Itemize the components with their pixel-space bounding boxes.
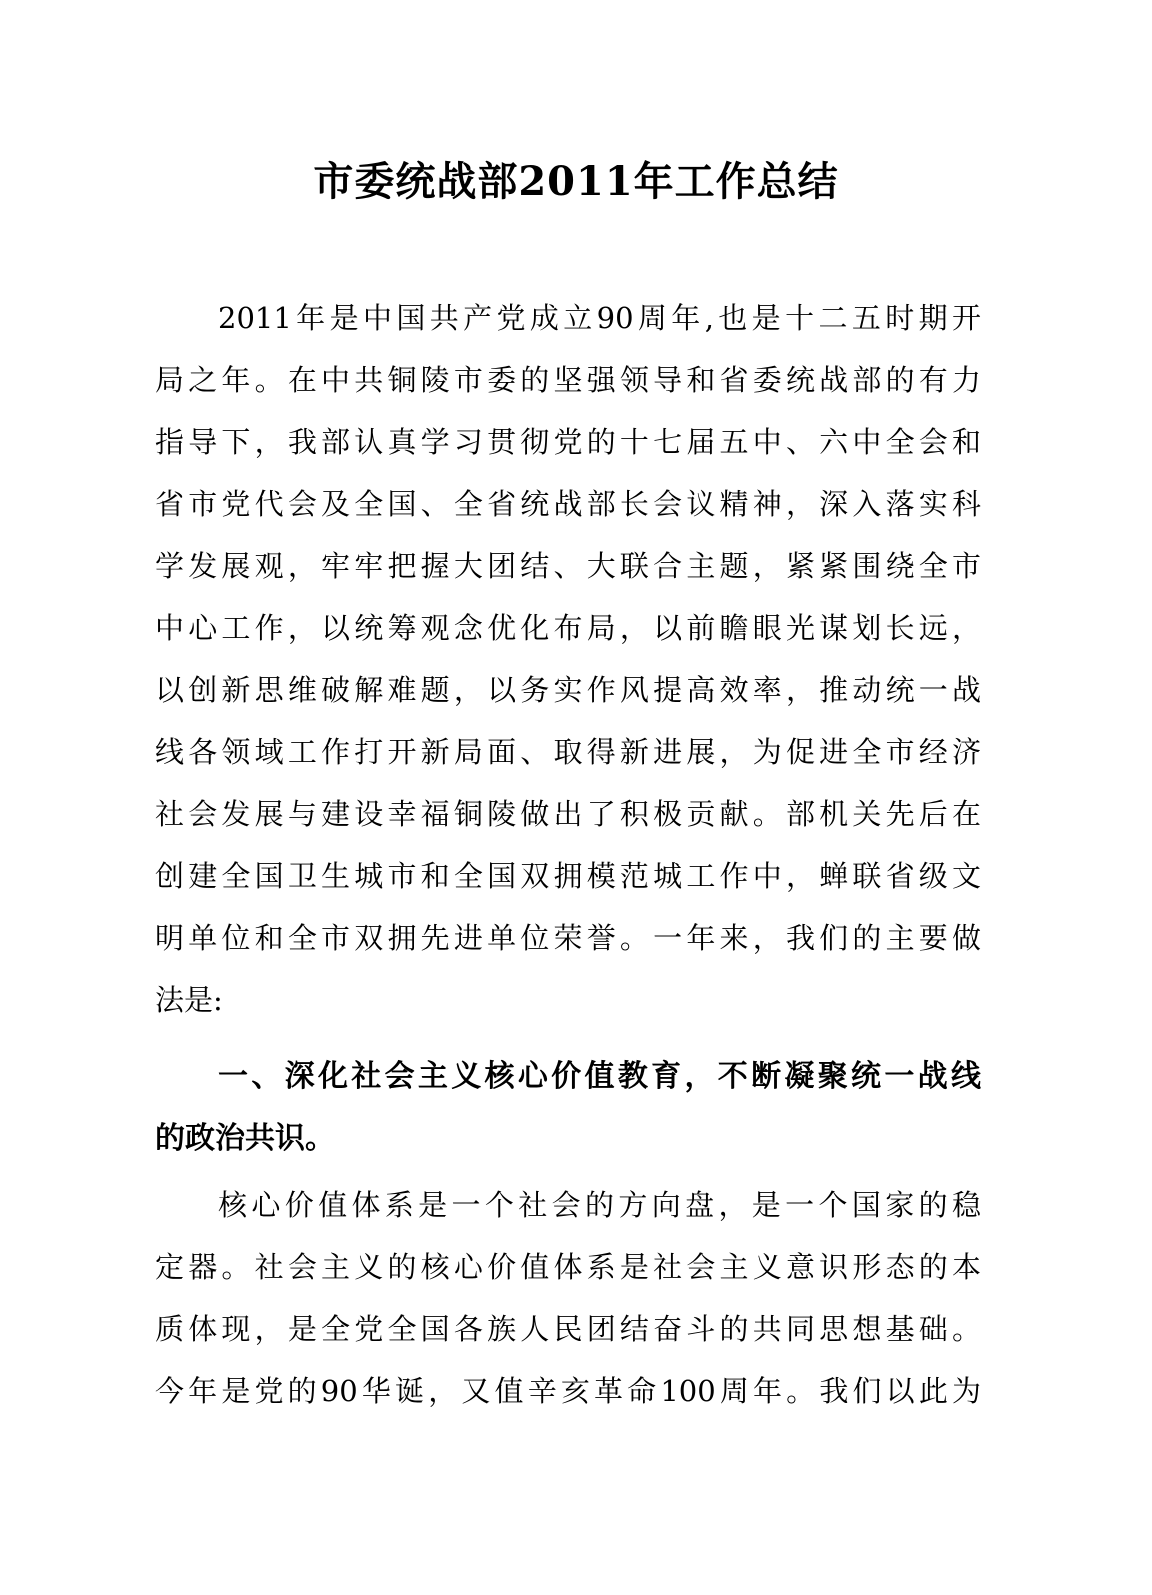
paragraph-line: 学发展观，牢牢把握大团结、大联合主题，紧紧围绕全市 <box>155 549 981 583</box>
paragraph-line: 中心工作，以统筹观念优化布局，以前瞻眼光谋划长远， <box>155 611 981 645</box>
section-heading-line: 一、深化社会主义核心价值教育，不断凝聚统一战线 <box>218 1059 981 1094</box>
section-heading-line: 的政治共识。 <box>155 1121 335 1156</box>
paragraph-line: 局之年。在中共铜陵市委的坚强领导和省委统战部的有力 <box>155 363 981 397</box>
paragraph-line: 今年是党的90华诞，又值辛亥革命100周年。我们以此为 <box>155 1374 981 1408</box>
paragraph-line: 线各领域工作打开新局面、取得新进展，为促进全市经济 <box>155 735 981 769</box>
paragraph-line: 质体现，是全党全国各族人民团结奋斗的共同思想基础。 <box>155 1312 981 1346</box>
paragraph-line: 明单位和全市双拥先进单位荣誉。一年来，我们的主要做 <box>155 921 981 955</box>
paragraph-line: 核心价值体系是一个社会的方向盘，是一个国家的稳 <box>218 1188 981 1222</box>
paragraph-line: 以创新思维破解难题，以务实作风提高效率，推动统一战 <box>155 673 981 707</box>
paragraph-line: 创建全国卫生城市和全国双拥模范城工作中，蝉联省级文 <box>155 859 981 893</box>
paragraph-line: 指导下，我部认真学习贯彻党的十七届五中、六中全会和 <box>155 425 981 459</box>
paragraph-line: 社会发展与建设幸福铜陵做出了积极贡献。部机关先后在 <box>155 797 981 831</box>
document-title: 市委统战部2011年工作总结 <box>313 158 839 205</box>
paragraph-line: 法是: <box>155 983 223 1017</box>
paragraph-line: 省市党代会及全国、全省统战部长会议精神，深入落实科 <box>155 487 981 521</box>
paragraph-line: 2011年是中国共产党成立90周年,也是十二五时期开 <box>218 301 981 335</box>
paragraph-line: 定器。社会主义的核心价值体系是社会主义意识形态的本 <box>155 1250 981 1284</box>
